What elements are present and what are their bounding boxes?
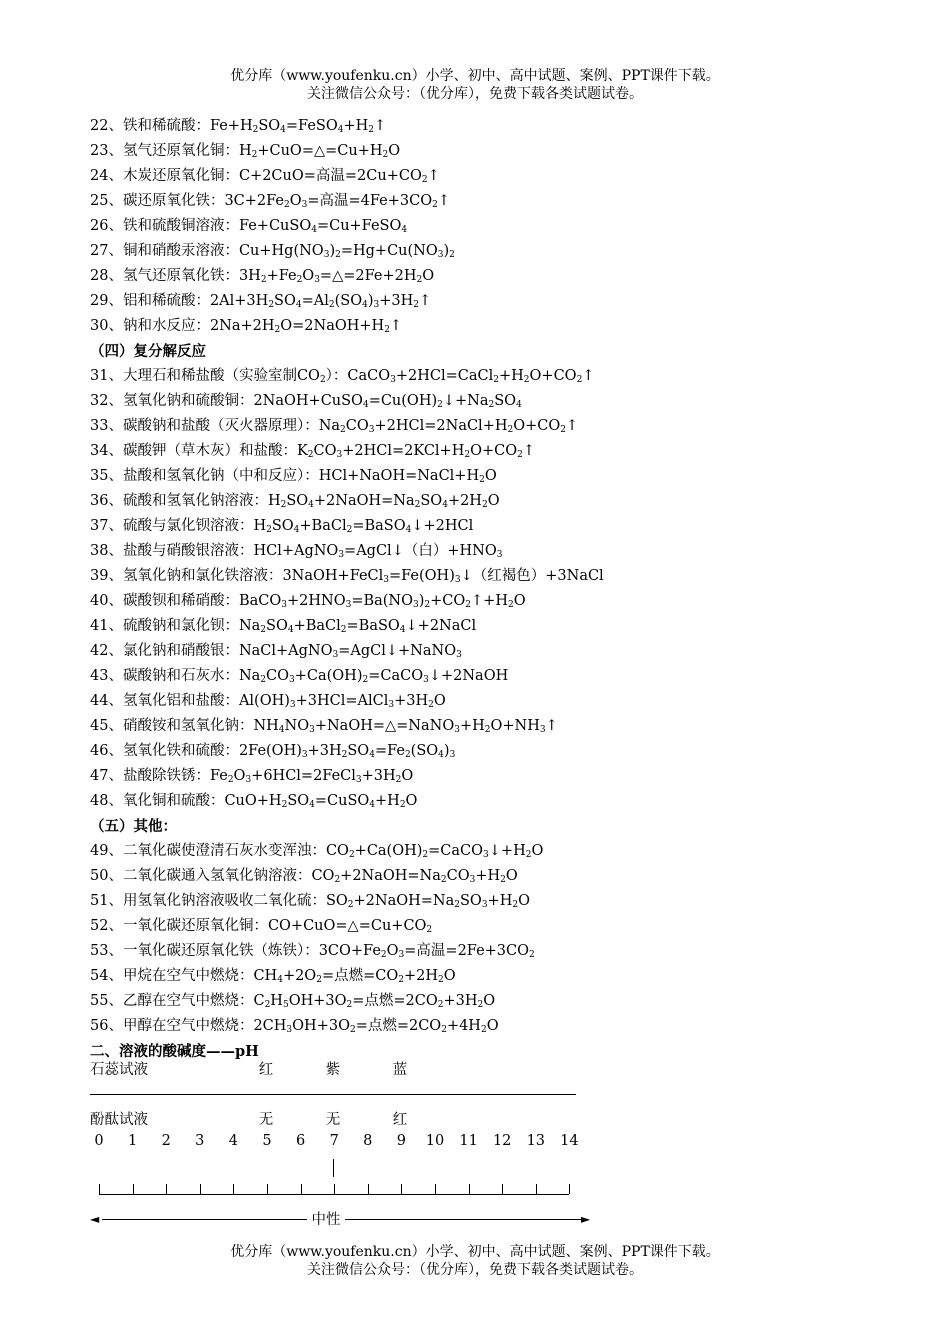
equation-item-28 [90, 264, 850, 289]
equation-item-39 [90, 564, 850, 589]
equation-item-55 [90, 989, 850, 1014]
item-number: 38、 [90, 543, 123, 559]
item-number: 56、 [90, 1018, 123, 1034]
chemical-equation: $Fe_2O_3+6HCl=2FeCl_3+3H_2O$ [209, 768, 414, 785]
reaction-name: 盐酸和氢氧化钠（中和反应）： [122, 468, 319, 484]
item-number: 24、 [90, 168, 123, 184]
equation-item-45 [90, 714, 850, 739]
chemical-equation: Fe+CuSO$_4$=Cu+FeSO$_4$ [238, 218, 408, 235]
item-number: 46、 [90, 743, 123, 759]
item-number: 39、 [90, 568, 123, 584]
item-number: 30、 [90, 318, 123, 334]
equation-item-26 [90, 214, 850, 239]
item-number: 50、 [90, 868, 123, 884]
chemical-equation: $Fe+H_2SO_4=FeSO_4+H_2↑$ [209, 118, 387, 135]
litmus-color-base: 蓝 [392, 1062, 408, 1078]
ph-number: 1 [127, 1133, 138, 1149]
right-arrow-icon: ► [581, 1212, 591, 1226]
ph-axis-line [99, 1194, 569, 1195]
equation-item-46 [90, 739, 850, 764]
reaction-name: 甲烷在空气中燃烧： [122, 968, 254, 984]
equation-item-54 [90, 964, 850, 989]
ph-tick [401, 1184, 402, 1194]
ph-number: 12 [492, 1133, 512, 1149]
litmus-color-neutral: 紫 [325, 1062, 341, 1078]
ph-tick [334, 1184, 335, 1194]
phenol-label: 酚酞试液 [90, 1112, 148, 1128]
ph-tick [368, 1184, 369, 1194]
item-number: 35、 [90, 468, 123, 484]
ph-number: 14 [560, 1133, 579, 1149]
reaction-name: 碳酸钡和稀硝酸： [122, 593, 239, 609]
equation-item-35 [90, 464, 850, 489]
equation-item-51 [90, 889, 850, 914]
item-number: 31、 [90, 368, 123, 384]
acid-arrow-line [102, 1219, 307, 1220]
chemical-equation: $3H_2+Fe_2O_3=\triangle=2Fe+2H_2O$ [238, 268, 435, 285]
item-number: 53、 [90, 943, 123, 959]
phenol-color-acid: 无 [258, 1112, 274, 1128]
reaction-name: 大理石和稀盐酸（实验室制$CO_2$）： [122, 368, 348, 385]
ph-tick [99, 1184, 100, 1194]
ph-tick [301, 1184, 302, 1194]
reaction-name: 碳酸钾（草木灰）和盐酸： [122, 443, 297, 459]
item-number: 55、 [90, 993, 123, 1009]
chemical-equation: C+2CuO=高温$=2Cu+CO_2↑$ [238, 168, 440, 185]
chemical-equation: $3CO+Fe_2O_3=$高温$=2Fe+3CO_2$ [318, 943, 535, 960]
section-heading: （五）其他： [90, 818, 177, 835]
item-number: 41、 [90, 618, 123, 634]
item-number: 27、 [90, 243, 123, 259]
ph-number: 5 [262, 1133, 272, 1149]
divider-line [90, 1094, 576, 1095]
chemical-equation: $C_2H_5OH+3O_2=$点燃$=2CO_2+3H_2O$ [253, 993, 496, 1010]
ph-tick [267, 1184, 268, 1194]
chemical-equation: $CO+CuO=\triangle=Cu+CO_2$ [267, 918, 433, 935]
equation-item-40 [90, 589, 850, 614]
base-arrow-line [345, 1219, 581, 1220]
item-number: 26、 [90, 218, 123, 234]
ph-tick [435, 1184, 436, 1194]
item-number: 29、 [90, 293, 123, 309]
equation-item-25 [90, 189, 850, 214]
equation-item-52 [90, 914, 850, 939]
chemical-equation: $2Na+2H_2O=2NaOH+H_2↑$ [209, 318, 403, 335]
neutral-marker [333, 1159, 334, 1177]
item-number: 34、 [90, 443, 123, 459]
item-number: 23、 [90, 143, 123, 159]
ph-number: 8 [363, 1133, 373, 1149]
phenol-color-base: 红 [392, 1112, 408, 1128]
reaction-name: 盐酸与硝酸银溶液： [122, 543, 254, 559]
chemical-equation: $CO_2+2NaOH=Na_2CO_3+H_2O$ [311, 868, 518, 885]
equation-item-44 [90, 689, 850, 714]
footer-line-2: 关注微信公众号：（优分库），免费下载各类试题试卷。 [307, 1262, 643, 1278]
chemical-equation: $H_2SO_4+2NaOH=Na_2SO_4+2H_2O$ [267, 493, 500, 510]
ph-tick [133, 1184, 134, 1194]
reaction-name: 用氢氧化钠溶液吸收二氧化硫： [122, 893, 326, 909]
chemical-equation: $CaCO_3+2HCl=CaCl_2+H_2O+CO_2↑$ [347, 368, 595, 385]
chemical-equation: $2Fe(OH)_3+3H_2SO_4=Fe_2(SO_4)_3$ [238, 743, 456, 760]
item-number: 37、 [90, 518, 123, 534]
reaction-name: 碳酸钠和盐酸（灭火器原理）： [122, 418, 319, 434]
equation-item-32 [90, 389, 850, 414]
item-number: 28、 [90, 268, 123, 284]
item-number: 25、 [90, 193, 123, 209]
reaction-name: 一氧化碳还原氧化铁（炼铁）： [122, 943, 319, 959]
reaction-name: 木炭还原氧化铜： [122, 168, 239, 184]
chemical-equation: $Na_2CO_3+2HCl=2NaCl+H_2O+CO_2↑$ [318, 418, 579, 435]
item-number: 43、 [90, 668, 123, 684]
ph-number: 4 [228, 1133, 239, 1149]
item-number: 54、 [90, 968, 123, 984]
ph-tick [233, 1184, 234, 1194]
litmus-label: 石蕊试液 [90, 1062, 148, 1078]
item-number: 36、 [90, 493, 123, 509]
reaction-name: 氢氧化钠和硫酸铜： [122, 393, 254, 409]
item-number: 52、 [90, 918, 123, 934]
chemical-equation: $H_2+CuO=\triangle=Cu+H_2O$ [238, 143, 401, 160]
reaction-name: 铁和稀硫酸： [122, 118, 210, 134]
reaction-name: 硫酸与氯化钡溶液： [122, 518, 254, 534]
item-number: 47、 [90, 768, 123, 784]
ph-tick [469, 1184, 470, 1194]
header-line-1: 优分库（www.youfenku.cn）小学、初中、高中试题、案例、PPT课件下载。 [230, 68, 720, 84]
page-header [0, 67, 950, 103]
reaction-name: 氢气还原氧化铜： [122, 143, 239, 159]
section-heading: 二、溶液的酸碱度——pH [90, 1043, 259, 1060]
chemical-equation: $3C+2Fe_2O_3=$高温$=4Fe+3CO_2↑$ [224, 193, 450, 210]
reaction-name: 氢氧化铁和硫酸： [122, 743, 239, 759]
item-number: 44、 [90, 693, 123, 709]
ph-scale [90, 1058, 590, 1228]
ph-number: 10 [425, 1133, 445, 1149]
chemical-equation: $BaCO_3+2HNO_3=Ba(NO_3)_2+CO_2↑+H_2O$ [238, 593, 526, 610]
equation-item-41 [90, 614, 850, 639]
item-number: 32、 [90, 393, 123, 409]
chemical-equation: HCl+AgNO$_3$=AgCl↓（白）$+HNO_3$ [253, 543, 503, 560]
equation-item-27 [90, 239, 850, 264]
equation-item-31 [90, 364, 850, 389]
header-line-2: 关注微信公众号：（优分库），免费下载各类试题试卷。 [307, 86, 643, 102]
reaction-name: 钠和水反应： [122, 318, 210, 334]
ph-number: 13 [526, 1133, 546, 1149]
equation-item-43 [90, 664, 850, 689]
chemical-equation: $K_2CO_3+2HCl=2KCl+H_2O+CO_2↑$ [296, 443, 536, 460]
equation-item-23 [90, 139, 850, 164]
neutral-label: 中性 [311, 1212, 341, 1228]
item-number: 33、 [90, 418, 123, 434]
chemical-equation: $NH_4NO_3+NaOH=\triangle=NaNO_3+H_2O+NH_3↑$ [253, 718, 558, 735]
chemical-equation: $H_2SO_4+BaCl_2=BaSO_4↓+2HCl$ [253, 518, 474, 535]
equation-item-48 [90, 789, 850, 814]
chemical-equation: $2Al+3H_2SO_4=Al_2(SO_4)_3+3H_2↑$ [209, 293, 432, 310]
ph-tick [536, 1184, 537, 1194]
chemical-equation: $Cu+Hg(NO_3)_2=Hg+Cu(NO_3)_2$ [238, 243, 455, 260]
left-arrow-icon: ◄ [90, 1212, 100, 1226]
reaction-name: 氯化钠和硝酸银： [122, 643, 239, 659]
item-number: 22、 [90, 118, 123, 134]
equation-item-37 [90, 514, 850, 539]
litmus-color-acid: 红 [258, 1062, 274, 1078]
item-number: 42、 [90, 643, 123, 659]
reaction-name: 盐酸除铁锈： [122, 768, 210, 784]
section-heading: （四）复分解反应 [90, 343, 206, 360]
chemical-equation: $2NaOH+CuSO_4=Cu(OH)_2↓+Na_2SO_4$ [253, 393, 522, 410]
item-number: 48、 [90, 793, 123, 809]
equation-item-56 [90, 1014, 850, 1039]
reaction-name: 碳还原氧化铁： [122, 193, 225, 209]
reaction-name: 氢氧化钠和氯化铁溶液： [122, 568, 283, 584]
page-footer [0, 1243, 950, 1279]
reaction-name: 氢氧化铝和盐酸： [122, 693, 239, 709]
equation-list [90, 114, 850, 1064]
ph-number: 2 [161, 1133, 171, 1149]
equation-item-30 [90, 314, 850, 339]
item-number: 49、 [90, 843, 123, 859]
phenol-color-neutral: 无 [325, 1112, 341, 1128]
ph-number: 6 [295, 1133, 306, 1149]
reaction-name: 铁和硫酸铜溶液： [122, 218, 239, 234]
chemical-equation: $CH_4+2O_2=$点燃$=CO_2+2H_2O$ [253, 968, 456, 985]
equation-item-50 [90, 864, 850, 889]
chemical-equation: $CO_2+Ca(OH)_2=CaCO_3↓+H_2O$ [325, 843, 544, 860]
equation-item-47 [90, 764, 850, 789]
equation-item-33 [90, 414, 850, 439]
reaction-name: 二氧化碳使澄清石灰水变浑浊： [122, 843, 326, 859]
reaction-name: 氧化铜和硫酸： [122, 793, 225, 809]
chemical-equation: $CuO+H_2SO_4=CuSO_4+H_2O$ [224, 793, 418, 810]
equation-item-53 [90, 939, 850, 964]
ph-number: 3 [195, 1133, 205, 1149]
reaction-name: 一氧化碳还原氧化铜： [122, 918, 268, 934]
reaction-name: 铜和硝酸汞溶液： [122, 243, 239, 259]
footer-line-1: 优分库（www.youfenku.cn）小学、初中、高中试题、案例、PPT课件下载。 [230, 1244, 720, 1260]
ph-number: 7 [329, 1133, 339, 1149]
chemical-equation: $2CH_3OH+3O_2=$点燃$=2CO_2+4H_2O$ [253, 1018, 499, 1035]
chemical-equation: $3NaOH+FeCl_3=Fe(OH)_3↓$（红褐色）+3NaCl [282, 568, 604, 585]
ph-tick [166, 1184, 167, 1194]
equation-item-49 [90, 839, 850, 864]
ph-number: 9 [396, 1133, 407, 1149]
equation-item-38 [90, 539, 850, 564]
chemical-equation: $HCl+NaOH=NaCl+H_2O$ [318, 468, 497, 485]
item-number: 51、 [90, 893, 123, 909]
item-number: 40、 [90, 593, 123, 609]
equation-item-29 [90, 289, 850, 314]
ph-number: 11 [459, 1133, 478, 1149]
reaction-name: 铝和稀硫酸： [122, 293, 210, 309]
equation-item-42 [90, 639, 850, 664]
ph-tick [502, 1184, 503, 1194]
reaction-name: 甲醇在空气中燃烧： [122, 1018, 254, 1034]
chemical-equation: $SO_2+2NaOH=Na_2SO_3+H_2O$ [325, 893, 530, 910]
equation-item-22 [90, 114, 850, 139]
chemical-equation: $Al(OH)_3+3HCl=AlCl_3+3H_2O$ [238, 693, 446, 710]
reaction-name: 硫酸钠和氯化钡： [122, 618, 239, 634]
equation-item-36 [90, 489, 850, 514]
item-number: 45、 [90, 718, 123, 734]
ph-tick [200, 1184, 201, 1194]
equation-item-24 [90, 164, 850, 189]
reaction-name: 硝酸铵和氢氧化钠： [122, 718, 254, 734]
reaction-name: 硫酸和氢氧化钠溶液： [122, 493, 268, 509]
chemical-equation: $Na_2CO_3+Ca(OH)_2=CaCO_3↓+2NaOH$ [238, 668, 509, 685]
reaction-name: 二氧化碳通入氢氧化钠溶液： [122, 868, 312, 884]
equation-item-34 [90, 439, 850, 464]
chemical-equation: $Na_2SO_4+BaCl_2=BaSO_4↓+2NaCl$ [238, 618, 477, 635]
reaction-name: 乙醇在空气中燃烧： [122, 993, 254, 1009]
ph-tick [569, 1184, 570, 1194]
reaction-name: 碳酸钠和石灰水： [122, 668, 239, 684]
chemical-equation: NaCl+AgNO$_3$=AgCl↓+NaNO$_3$ [238, 643, 462, 660]
ph-number: 0 [94, 1133, 104, 1149]
reaction-name: 氢气还原氧化铁： [122, 268, 239, 284]
